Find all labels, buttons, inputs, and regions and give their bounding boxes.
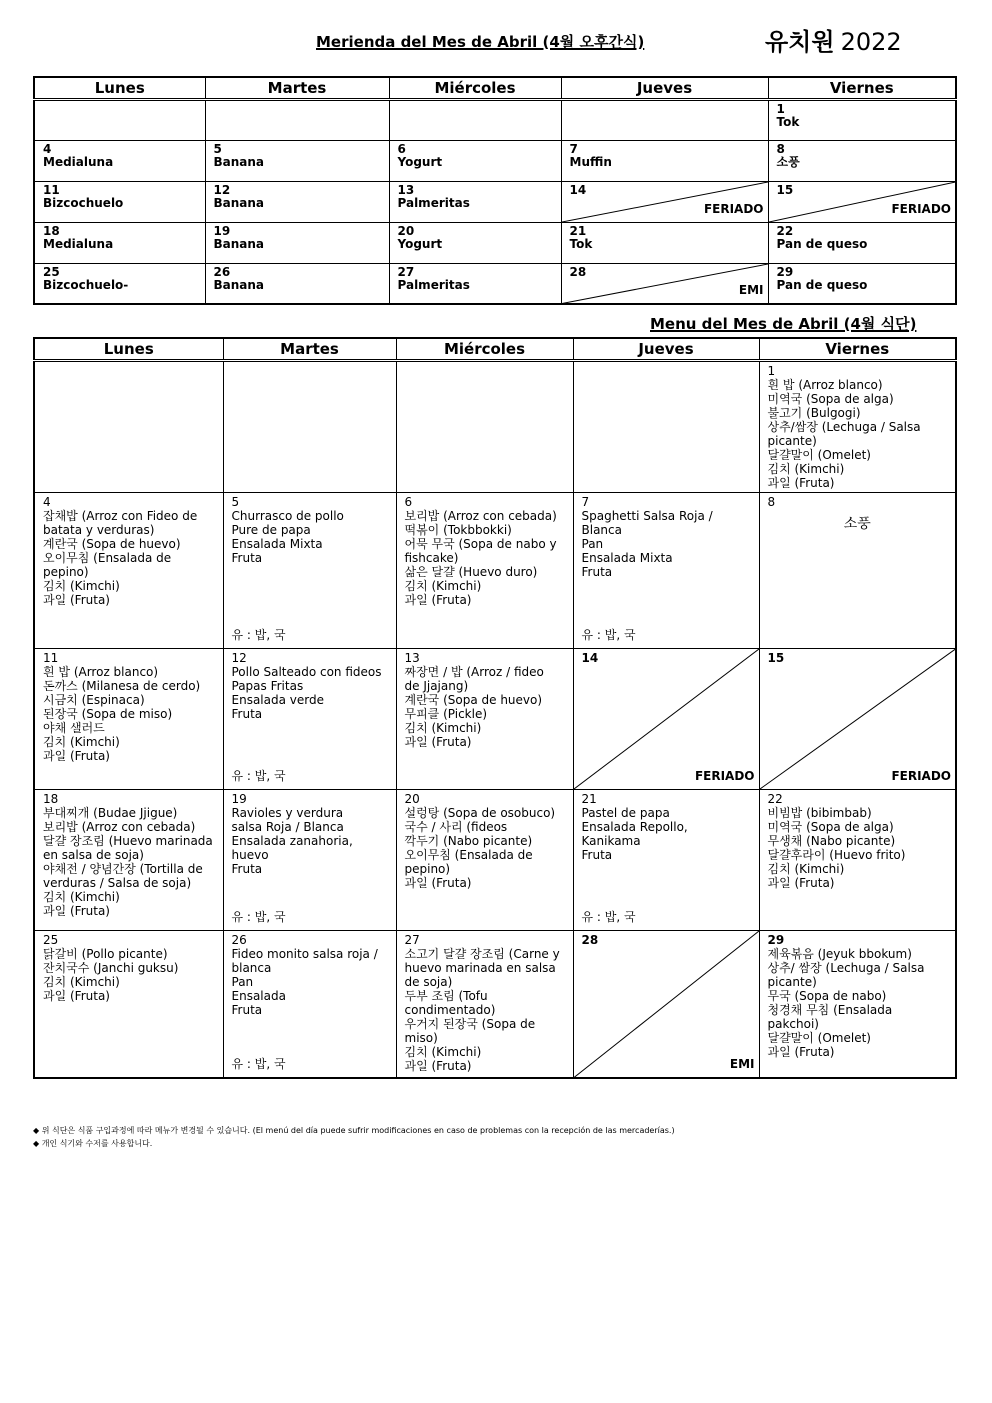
menu-item: 과일 (Fruta) — [404, 875, 472, 890]
menu-item: 닭갈비 (Pollo picante) — [43, 946, 168, 961]
snack-cell — [389, 140, 561, 181]
day-number: 19 — [231, 791, 247, 806]
menu-item: 김치 (Kimchi) — [43, 734, 120, 749]
menu-item: 과일 (Fruta) — [43, 592, 110, 607]
menu-cell — [396, 789, 573, 930]
menu-cell — [223, 648, 396, 789]
menu-item: Ensalada Mixta — [231, 536, 323, 551]
menu-item: 김치 (Kimchi) — [404, 578, 482, 593]
snack-cell — [561, 99, 768, 140]
menu-item: Pastel de papa — [581, 805, 670, 820]
menu-item: 계란국 (Sopa de huevo) — [43, 536, 181, 551]
brand-name: 유치원 — [765, 28, 835, 56]
snack-col-viernes: Viernes — [768, 77, 956, 99]
day-number: 28 — [581, 932, 599, 947]
snack-cell — [389, 263, 561, 304]
menu-cell — [759, 930, 956, 1078]
menu-item: 미역국 (Sopa de alga) — [767, 819, 894, 834]
diagonal-strike — [562, 264, 768, 304]
day-number: 19 — [213, 223, 231, 238]
day-number: 21 — [569, 223, 587, 238]
snack-col-martes: Martes — [205, 77, 389, 99]
snack-cell-holiday — [561, 263, 768, 304]
menu-item: 야채 샐러드 — [43, 720, 105, 735]
menu-item: batata y verduras) — [43, 522, 155, 537]
menu-item: 떡볶이 (Tokbbokki) — [404, 522, 512, 537]
day-number: 1 — [776, 101, 785, 116]
menu-item: 김치 (Kimchi) — [43, 578, 120, 593]
menu-cell — [223, 930, 396, 1078]
menu-item: 잡채밥 (Arroz con Fideo de — [43, 508, 198, 523]
menu-cell — [223, 360, 396, 492]
menu-cell-holiday — [759, 648, 956, 789]
menu-row — [34, 930, 956, 1078]
day-number: 8 — [776, 141, 785, 156]
diagonal-strike — [574, 649, 759, 789]
menu-item: 달걀후라이 (Huevo frito) — [767, 847, 906, 862]
menu-cell — [573, 789, 759, 930]
menu-item: 잔치국수 (Janchi guksu) — [43, 960, 179, 975]
day-number: 1 — [767, 363, 776, 378]
menu-item: miso) — [404, 1030, 438, 1045]
snack-item: Bizcochuelo- — [43, 277, 129, 292]
menu-item: 깍두기 (Nabo picante) — [404, 833, 533, 848]
menu-item: 김치 (Kimchi) — [767, 461, 845, 476]
menu-item: 과일 (Fruta) — [43, 748, 110, 763]
snack-item: Palmeritas — [397, 277, 470, 292]
menu-item: Pollo Salteado con fideos — [231, 664, 382, 679]
menu-cell — [34, 789, 223, 930]
menu-item: 오이무침 (Ensalada de — [404, 847, 533, 862]
menu-item: picante) — [767, 974, 817, 989]
menu-item: condimentado) — [404, 1002, 496, 1017]
menu-item: Pure de papa — [231, 522, 311, 537]
menu-cell — [396, 492, 573, 648]
day-number: 21 — [581, 791, 597, 806]
menu-item: Pan — [581, 536, 604, 551]
menu-item: 제육볶음 (Jeyuk bbokum) — [767, 946, 912, 961]
snack-cell — [389, 99, 561, 140]
snack-col-jueves: Jueves — [561, 77, 768, 99]
menu-item: 상추/ 쌈장 (Lechuga / Salsa — [767, 960, 925, 975]
snack-cell — [389, 222, 561, 263]
holiday-label: FERIADO — [891, 201, 951, 216]
day-number: 12 — [231, 650, 247, 665]
menu-col-martes: Martes — [223, 338, 396, 360]
menu-item: 과일 (Fruta) — [767, 1044, 835, 1059]
snack-item: Banana — [213, 277, 265, 292]
menu-item: 어묵 무국 (Sopa de nabo y — [404, 536, 557, 551]
snack-item: Palmeritas — [397, 195, 470, 210]
menu-col-miercoles: Miércoles — [396, 338, 573, 360]
menu-item: verduras / Salsa de soja) — [43, 875, 192, 890]
menu-item: en salsa de soja) — [43, 847, 144, 862]
menu-header-row — [34, 338, 956, 360]
rice-soup-note: 유 : 밥, 국 — [231, 627, 286, 642]
menu-item: 과일 (Fruta) — [43, 903, 110, 918]
snack-cell — [768, 99, 956, 140]
day-number: 29 — [776, 264, 794, 279]
menu-item: 김치 (Kimchi) — [43, 974, 120, 989]
day-number: 13 — [404, 650, 420, 665]
menu-item: 삶은 달걀 (Huevo duro) — [404, 564, 538, 579]
menu-cell — [396, 930, 573, 1078]
snack-cell — [768, 222, 956, 263]
menu-item: Ensalada Repollo, Kanikama — [581, 819, 688, 848]
menu-item: 무국 (Sopa de nabo) — [767, 988, 887, 1003]
menu-item: 돈까스 (Milanesa de cerdo) — [43, 678, 201, 693]
menu-col-lunes: Lunes — [34, 338, 223, 360]
menu-col-viernes: Viernes — [759, 338, 956, 360]
menu-item: Fruta — [231, 1002, 263, 1017]
menu-item: 과일 (Fruta) — [43, 988, 110, 1003]
menu-title: Menu del Mes de Abril (4월 식단) — [650, 315, 917, 333]
snack-item: Bizcochuelo — [43, 195, 124, 210]
day-number: 18 — [43, 791, 59, 806]
menu-item: Fruta — [231, 861, 263, 876]
day-number: 7 — [569, 141, 578, 156]
menu-cell-holiday — [573, 930, 759, 1078]
menu-item: Fruta — [231, 550, 263, 565]
snack-cell — [34, 99, 205, 140]
emi-label: EMI — [738, 283, 764, 297]
holiday-label: FERIADO — [891, 768, 951, 783]
day-number: 6 — [404, 494, 413, 509]
day-number: 18 — [43, 223, 60, 238]
snack-row — [34, 263, 956, 304]
rice-soup-note: 유 : 밥, 국 — [231, 909, 286, 924]
menu-item: 소고기 달걀 장조림 (Carne y — [404, 946, 560, 961]
snack-item: 소풍 — [776, 154, 800, 169]
menu-item: de soja) — [404, 974, 453, 989]
day-number: 14 — [569, 182, 587, 197]
menu-item: 과일 (Fruta) — [404, 734, 472, 749]
day-number: 22 — [776, 223, 794, 238]
menu-item: 무생채 (Nabo picante) — [767, 833, 896, 848]
day-number: 27 — [404, 932, 420, 947]
day-number: 15 — [767, 650, 785, 665]
menu-cell — [759, 492, 956, 648]
snack-item: Pan de queso — [776, 236, 868, 251]
menu-item: 과일 (Fruta) — [404, 1058, 472, 1073]
menu-item: 부대찌개 (Budae Jjigue) — [43, 805, 178, 820]
snack-item: Medialuna — [43, 236, 114, 251]
day-number: 6 — [397, 141, 406, 156]
day-number: 8 — [767, 494, 776, 509]
menu-item: Ensalada Mixta — [581, 550, 673, 565]
menu-item: 무피클 (Pickle) — [404, 706, 488, 721]
snack-row — [34, 222, 956, 263]
snack-cell-holiday — [768, 181, 956, 222]
snack-row — [34, 181, 956, 222]
rice-soup-note: 유 : 밥, 국 — [581, 909, 636, 924]
brand-year: 2022 — [840, 28, 902, 56]
menu-row — [34, 360, 956, 492]
menu-item: pepino) — [404, 861, 451, 876]
menu-item: 야채전 / 양념간장 (Tortilla de — [43, 861, 203, 876]
day-number: 7 — [581, 494, 590, 509]
brand-title — [765, 22, 902, 57]
day-number: 13 — [397, 182, 415, 197]
day-number: 4 — [43, 141, 52, 156]
day-number: 27 — [397, 264, 415, 279]
menu-cell — [396, 648, 573, 789]
snack-item: Yogurt — [397, 236, 443, 251]
menu-item: pepino) — [43, 564, 89, 579]
day-number: 22 — [767, 791, 783, 806]
snack-item: Medialuna — [43, 154, 114, 169]
snack-item: Tok — [776, 114, 800, 129]
footnote: ◆ 위 식단은 식품 구입과정에 따라 메뉴가 변경될 수 있습니다. (El menú del día puede sufrir modificaciones en caso de problemas con la recepción de las mercaderías.) — [33, 1126, 675, 1135]
snack-cell — [205, 140, 389, 181]
menu-item: 보리밥 (Arroz con cebada) — [404, 508, 557, 523]
menu-item: Ensalada — [231, 988, 286, 1003]
snack-item: Yogurt — [397, 154, 443, 169]
menu-item: 과일 (Fruta) — [767, 875, 835, 890]
rice-soup-note: 유 : 밥, 국 — [231, 1057, 286, 1071]
snack-header-row — [34, 77, 956, 99]
menu-item: Ensalada verde — [231, 692, 324, 707]
menu-col-jueves: Jueves — [573, 338, 759, 360]
snack-cell — [389, 181, 561, 222]
menu-item: 김치 (Kimchi) — [767, 861, 845, 876]
menu-item: blanca — [231, 960, 272, 975]
day-number: 12 — [213, 182, 231, 197]
diagonal-strike — [760, 649, 956, 789]
snack-row — [34, 99, 956, 140]
snack-cell — [205, 263, 389, 304]
snack-col-miercoles: Miércoles — [389, 77, 561, 99]
menu-item: 과일 (Fruta) — [767, 475, 835, 490]
rice-soup-note: 유 : 밥, 국 — [581, 627, 636, 642]
day-number: 5 — [231, 494, 240, 509]
menu-item: Blanca — [581, 522, 622, 537]
menu-item: 김치 (Kimchi) — [43, 889, 120, 904]
day-number: 11 — [43, 182, 60, 197]
menu-item: 오이무침 (Ensalada de — [43, 550, 172, 565]
menu-item: Fruta — [581, 564, 613, 579]
snack-cell-holiday — [561, 181, 768, 222]
menu-item: Papas Fritas — [231, 678, 304, 693]
menu-cell — [34, 648, 223, 789]
menu-item: Ensalada zanahoria, huevo — [231, 833, 353, 862]
snack-title: Merienda del Mes de Abril (4월 오후간식) — [316, 33, 645, 51]
day-number: 15 — [776, 182, 794, 197]
holiday-label: FERIADO — [703, 201, 764, 216]
snack-cell — [34, 140, 205, 181]
menu-item: Pan — [231, 974, 254, 989]
menu-item: 달걀말이 (Omelet) — [767, 1030, 871, 1045]
snack-item: Banana — [213, 236, 265, 251]
day-number: 26 — [231, 932, 247, 947]
snack-cell — [205, 99, 389, 140]
menu-item: 과일 (Fruta) — [404, 592, 472, 607]
snack-col-lunes: Lunes — [34, 77, 205, 99]
snack-item: Muffin — [569, 154, 612, 169]
menu-item: Churrasco de pollo — [231, 508, 344, 523]
menu-cell — [34, 360, 223, 492]
day-number: 25 — [43, 264, 60, 279]
menu-cell — [396, 360, 573, 492]
menu-item: 달걀말이 (Omelet) — [767, 447, 871, 462]
menu-item: 달걀 장조림 (Huevo marinada — [43, 833, 213, 848]
menu-table — [33, 337, 957, 1079]
snack-cell — [768, 263, 956, 304]
menu-item: 흰 밥 (Arroz blanco) — [767, 377, 883, 392]
snack-cell — [561, 140, 768, 181]
snack-cell — [768, 140, 956, 181]
menu-item: fishcake) — [404, 550, 459, 565]
menu-item: salsa Roja / Blanca — [231, 819, 344, 834]
menu-item: 김치 (Kimchi) — [404, 1044, 482, 1059]
snack-item: Pan de queso — [776, 277, 868, 292]
menu-item: de Jjajang) — [404, 678, 469, 693]
day-number: 28 — [569, 264, 587, 279]
snack-row — [34, 140, 956, 181]
snack-item: Banana — [213, 195, 265, 210]
menu-item: Ravioles y verdura — [231, 805, 344, 820]
day-number: 26 — [213, 264, 231, 279]
menu-item: 계란국 (Sopa de huevo) — [404, 692, 543, 707]
menu-cell — [34, 930, 223, 1078]
menu-cell — [223, 789, 396, 930]
day-number: 11 — [43, 650, 59, 665]
menu-item: 된장국 (Sopa de miso) — [43, 706, 173, 721]
menu-item: 보리밥 (Arroz con cebada) — [43, 819, 196, 834]
day-number: 14 — [581, 650, 599, 665]
menu-item: 흰 밥 (Arroz blanco) — [43, 664, 159, 679]
menu-item: Fruta — [231, 706, 263, 721]
day-number: 29 — [767, 932, 785, 947]
snack-table — [33, 76, 957, 305]
menu-item: 두부 조림 (Tofu — [404, 988, 488, 1003]
snack-item: Banana — [213, 154, 265, 169]
menu-cell — [223, 492, 396, 648]
snack-cell — [561, 222, 768, 263]
menu-item: 불고기 (Bulgogi) — [767, 405, 861, 420]
menu-cell — [759, 789, 956, 930]
menu-item: 국수 / 사리 (fideos — [404, 819, 508, 834]
snack-cell — [34, 263, 205, 304]
menu-row — [34, 648, 956, 789]
day-number: 5 — [213, 141, 222, 156]
snack-cell — [34, 181, 205, 222]
menu-cell — [573, 360, 759, 492]
menu-item: Spaghetti Salsa Roja / — [581, 508, 713, 523]
menu-item: Fruta — [581, 847, 613, 862]
menu-row — [34, 789, 956, 930]
menu-item: 설렁탕 (Sopa de osobuco) — [404, 805, 556, 820]
emi-label: EMI — [729, 1057, 755, 1071]
snack-cell — [205, 181, 389, 222]
footnote: ◆ 개인 식기와 수저를 사용합니다. — [33, 1139, 153, 1148]
menu-item: Fideo monito salsa roja / — [231, 946, 378, 961]
day-number: 20 — [397, 223, 415, 238]
rice-soup-note: 유 : 밥, 국 — [231, 768, 286, 783]
day-number: 20 — [404, 791, 420, 806]
menu-item: 미역국 (Sopa de alga) — [767, 391, 894, 406]
menu-item: picante) — [767, 433, 817, 448]
day-number: 4 — [43, 494, 51, 509]
snack-item: Tok — [569, 236, 593, 251]
menu-row — [34, 492, 956, 648]
menu-item: 상추/쌈장 (Lechuga / Salsa — [767, 419, 921, 434]
menu-cell — [759, 360, 956, 492]
menu-cell — [573, 492, 759, 648]
menu-item: huevo marinada en salsa — [404, 960, 556, 975]
menu-item: 비빔밥 (bibimbab) — [767, 805, 872, 820]
day-number: 25 — [43, 932, 59, 947]
menu-cell — [34, 492, 223, 648]
menu-cell-holiday — [573, 648, 759, 789]
picnic-label: 소풍 — [843, 515, 871, 532]
snack-cell — [34, 222, 205, 263]
menu-item: 짜장면 / 밥 (Arroz / fideo — [404, 664, 544, 679]
menu-item: 시금치 (Espinaca) — [43, 692, 145, 707]
menu-item: 우거지 된장국 (Sopa de — [404, 1016, 536, 1031]
snack-cell — [205, 222, 389, 263]
holiday-label: FERIADO — [694, 768, 755, 783]
menu-item: 청경채 무침 (Ensalada pakchoi) — [767, 1002, 893, 1031]
diagonal-strike — [574, 931, 759, 1078]
menu-item: 김치 (Kimchi) — [404, 720, 482, 735]
